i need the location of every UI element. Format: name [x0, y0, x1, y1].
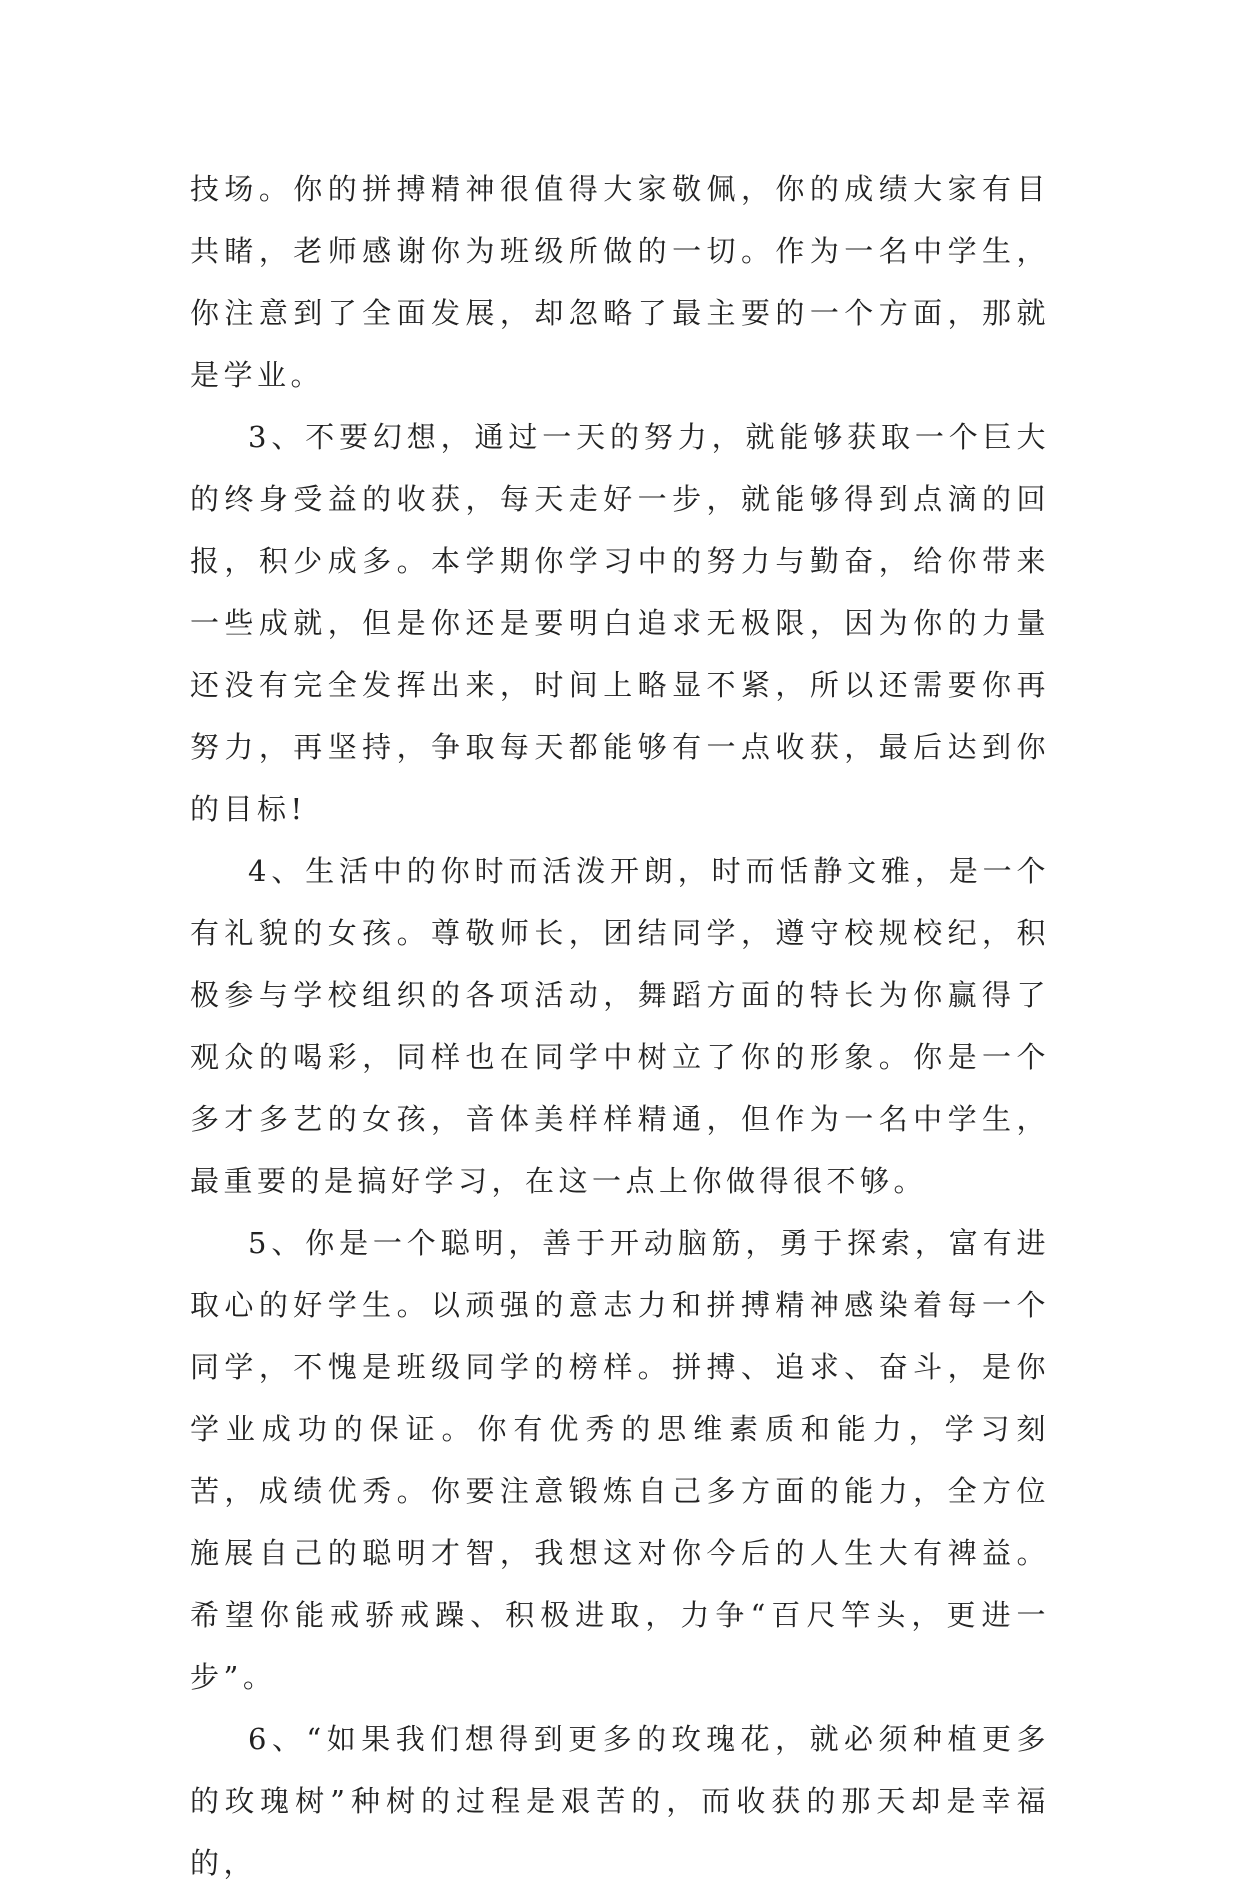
paragraph-item-6: 6、“如果我们想得到更多的玫瑰花，就必须种植更多的玫瑰树”种树的过程是艰苦的，而收获的那天却是幸福的， — [190, 1722, 1050, 1880]
paragraph-continuation: 技场。你的拼搏精神很值得大家敬佩，你的成绩大家有目共睹，老师感谢你为班级所做的一切。作为一名中学生，你注意到了全面发展，却忽略了最主要的一个方面，那就是学业。 — [190, 172, 1050, 392]
paragraph-item-3: 3、不要幻想，通过一天的努力，就能够获取一个巨大的终身受益的收获，每天走好一步，就能够得到点滴的回报，积少成多。本学期你学习中的努力与勤奋，给你带来一些成就，但是你还是要明白追求无极限，因为你的力量还没有完全发挥出来，时间上略显不紧，所以还需要你再努力，再坚持，争取每天都能够有一点收获，最后达到你的目标! — [190, 420, 1050, 826]
paragraph-item-5: 5、你是一个聪明，善于开动脑筋，勇于探索，富有进取心的好学生。以顽强的意志力和拼搏精神感染着每一个同学，不愧是班级同学的榜样。拼搏、追求、奋斗，是你学业成功的保证。你有优秀的思维素质和能力，学习刻苦，成绩优秀。你要注意锻炼自己多方面的能力，全方位施展自己的聪明才智，我想这对你今后的人生大有裨益。希望你能戒骄戒躁、积极进取，力争“百尺竿头，更进一步”。 — [190, 1226, 1050, 1694]
paragraph-item-4: 4、生活中的你时而活泼开朗，时而恬静文雅，是一个有礼貌的女孩。尊敬师长，团结同学，遵守校规校纪，积极参与学校组织的各项活动，舞蹈方面的特长为你赢得了观众的喝彩，同样也在同学中树立了你的形象。你是一个多才多艺的女孩，音体美样样精通，但作为一名中学生，最重要的是搞好学习，在这一点上你做得很不够。 — [190, 854, 1050, 1198]
document-body — [190, 158, 1050, 1894]
